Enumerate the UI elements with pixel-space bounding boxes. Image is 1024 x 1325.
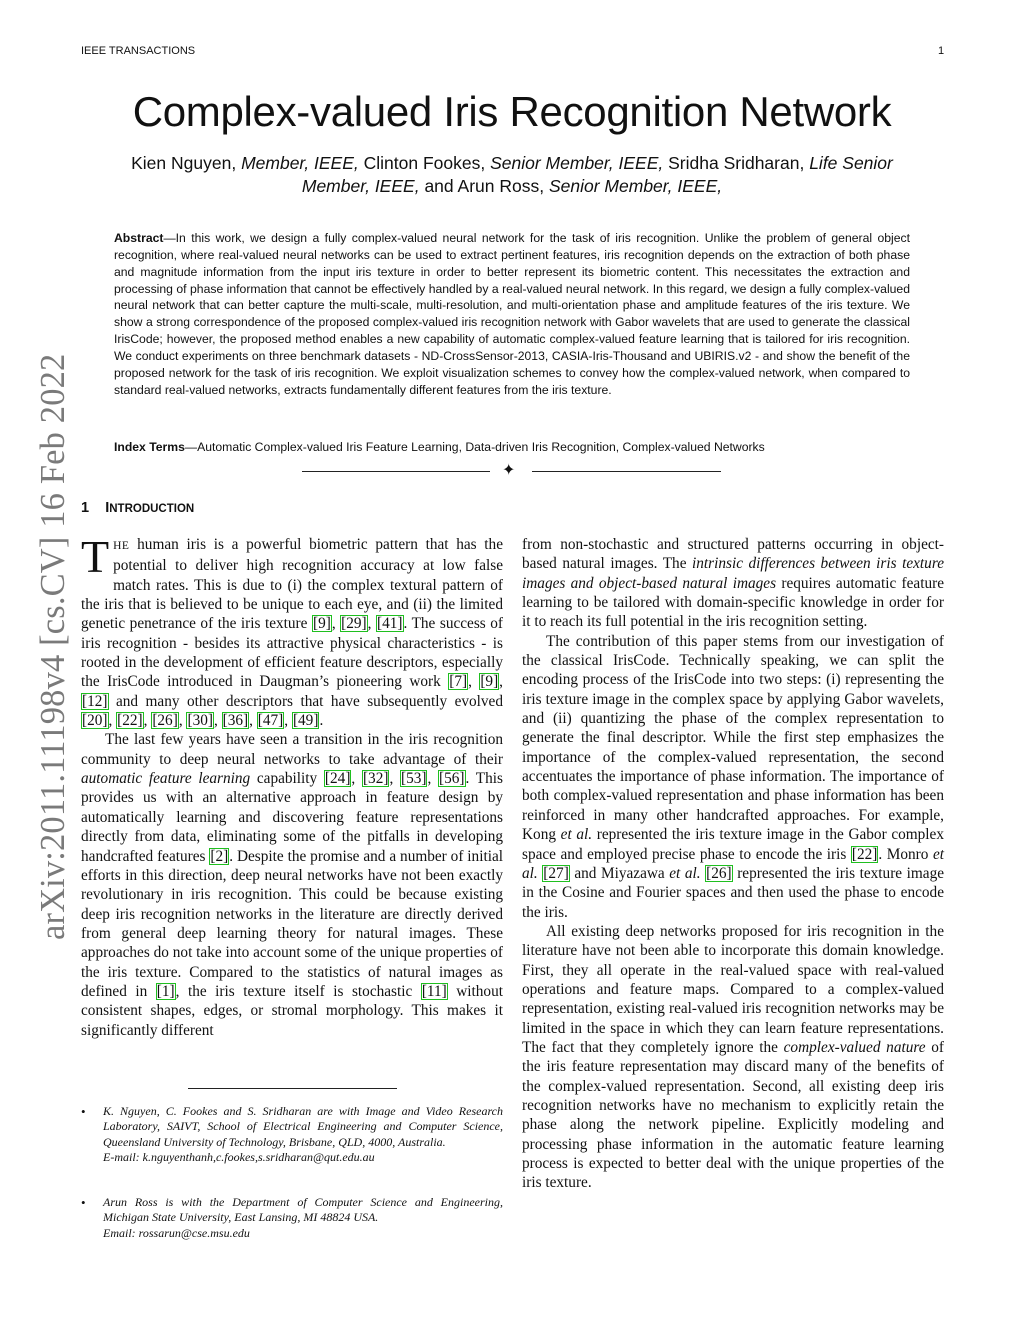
footnote-email: Email: rossarun@cse.msu.edu (103, 1225, 250, 1240)
text-run: , (178, 712, 187, 730)
page-number: 1 (938, 45, 945, 57)
text-run: of the iris feature representation may discard many of the benefits of the complex-valued representation. Second, all existing deep iris recognition networks have no mechanism to explicitly retain the phase along the network pipeline. Explicitly modeling and processing phase information in the automatic feature learning process is expected to better deal with the unique properties of the iris texture. (522, 1038, 944, 1192)
text-run: and many other descriptors that have subsequently evolved (108, 692, 503, 710)
citation-link[interactable]: [2] (210, 847, 229, 865)
text-run: represented the iris texture image in the Gabor complex space and employed precise phase to encode the iris (522, 826, 944, 863)
author-role: Senior Member, IEEE, (548, 176, 723, 196)
text-run: , (284, 712, 292, 730)
citation-link[interactable]: [26] (706, 864, 732, 882)
bullet-icon: • (81, 1195, 86, 1210)
footnote-affiliation-qut (81, 1104, 503, 1166)
text-run: , (499, 673, 503, 691)
text-run: , the iris texture itself is stochastic (175, 982, 421, 1000)
author-connector: and (424, 176, 454, 196)
author-list (110, 152, 914, 198)
footnote-text: K. Nguyen, C. Fookes and S. Sridharan are with Image and Video Research Laboratory, SAIVT, School of Electrical Engineering and Computer Science, Queensland University of Technology, Brisbane, QLD, 4000, Australia. (103, 1104, 503, 1149)
abstract (114, 230, 910, 398)
text-run: represented the iris texture image in the Cosine and Fourier spaces and then used the phase to encode the iris. (522, 864, 945, 921)
text-run: . Monro (878, 845, 933, 863)
drop-cap: T (81, 531, 110, 582)
separator-diamond-icon: ✦ (502, 462, 516, 479)
text-run: from non-stochastic and structured patterns occurring in object-based natural images. The (522, 536, 944, 573)
author-role: Senior Member, IEEE, (490, 153, 664, 173)
text-run: . (319, 712, 324, 730)
citation-link[interactable]: [47] (257, 712, 284, 730)
footnote-email: E-mail: k.nguyenthanh,c.fookes,s.sridharan@qut.edu.au (103, 1150, 375, 1165)
emphasis: et al. (560, 826, 593, 844)
citation-link[interactable]: [56] (439, 770, 465, 788)
emphasis: intrinsic differences between iris texture images and object-based natural images (522, 555, 944, 592)
citation-link[interactable]: [41] (377, 615, 403, 633)
citation-link[interactable]: [36] (222, 712, 249, 730)
text-run: , (249, 712, 257, 730)
citation-link[interactable]: [9] (312, 615, 331, 633)
right-column (522, 535, 944, 1193)
paragraph-3 (522, 535, 944, 632)
paragraph-4 (522, 632, 944, 922)
author-name: Clinton Fookes, (363, 153, 486, 173)
text-run: , (108, 712, 117, 730)
separator-rule-left (302, 471, 490, 472)
text-run: , (351, 770, 362, 788)
text-run: requires automatic feature learning to be tailored with domain-specific knowledge in order for it to reach its full potential in the iris recognition setting. (522, 574, 944, 631)
citation-link[interactable]: [12] (82, 692, 108, 710)
bullet-icon: • (81, 1104, 86, 1119)
text-run: , (213, 712, 222, 730)
citation-link[interactable]: [26] (152, 712, 178, 730)
index-terms (114, 439, 910, 455)
emphasis: complex-valued nature (783, 1038, 926, 1056)
author-role: Member, IEEE, (241, 153, 359, 173)
abstract-text: —In this work, we design a fully complex-valued neural network for the task of iris recognition. Unlike the problem of general object recognition, where real-valued neural networks can be used to extract pertinent features, iris recognition depends on the extraction of both phase and magnitude information from the input iris texture in order to better represent its biometric content. This necessitates the extraction and processing of phase information that cannot be effectively handled by a real-valued neural network. In this regard, we design a fully complex-valued neural network that can better capture the multi-scale, multi-resolution, and multi-orientation phase and amplitude features of the iris texture. We show a strong correspondence of the proposed complex-valued iris recognition network with Gabor wavelets that are used to generate the classical IrisCode; however, the proposed method enables a new capability of automatic complex-valued feature learning that is tailored for iris recognition. We conduct experiments on three benchmark datasets - ND-CrossSensor-2013, CASIA-Iris-Thousand and UBIRIS.v2 - and show the benefit of the proposed network for the task of iris recognition. We exploit visualization schemes to convey how the complex-valued network, when compared to standard real-valued networks, extracts fundamentally different features from the iris texture. (114, 231, 910, 397)
author-name: Arun Ross, (457, 176, 545, 196)
text-run: and Miyazawa (569, 864, 670, 882)
running-head: IEEE TRANSACTIONS (81, 45, 196, 57)
author-name: Sridha Sridharan, (668, 153, 805, 173)
paragraph-1 (81, 531, 504, 730)
paragraph-2 (81, 730, 503, 1040)
citation-link[interactable]: [24] (324, 770, 351, 788)
index-terms-text: —Automatic Complex-valued Iris Feature Learning, Data-driven Iris Recognition, Complex-valued Networks (184, 440, 765, 454)
citation-link[interactable]: [22] (117, 712, 143, 730)
citation-link[interactable]: [29] (341, 615, 367, 633)
text-run: . Despite the promise and a number of initial efforts in this direction, deep neural networks have not been exactly revolutionary in iris recognition. This could be because existing deep iris recognition networks in the literature are directly derived from general deep learning theory for natural images. These approaches do not take into account some of the unique properties of the iris texture. Compared to the statistics of natural images as defined in (81, 847, 503, 1000)
text-run: , (468, 673, 480, 691)
text-run: The contribution of this paper stems from our investigation of the classical IrisCode. Technically speaking, we can split the encoding process of the IrisCode into two steps: (i) representing the iris texture image in the complex space by applying Gabor wavelets, and (ii) quantizing the phase of the complex representation to generate the final descriptor. While the first step emphasizes the importance of the complex-valued representation, the second accentuates the importance of phase information. The importance of both complex-valued representation and phase information has been reinforced in many other handcrafted approaches. For example, Kong (522, 632, 944, 844)
citation-link[interactable]: [9] (480, 673, 499, 691)
left-column (81, 531, 504, 1040)
text-run: . The success of iris recognition - besides its attractive physical characteristics - is rooted in the development of efficient feature descriptors, especially the IrisCode introduced in Daugman’s pioneering work (81, 615, 504, 691)
emphasis: automatic feature learning (81, 770, 251, 788)
section-heading (81, 500, 194, 516)
section-title-rest: NTRODUCTION (109, 503, 195, 515)
index-terms-label: Index Terms (114, 440, 185, 454)
paper-title: Complex-valued Iris Recognition Network (132, 88, 892, 135)
abstract-label: Abstract (114, 231, 164, 245)
drop-cap-rest: HE (113, 540, 130, 552)
citation-link[interactable]: [53] (400, 770, 427, 788)
footnote-text: Arun Ross is with the Department of Computer Science and Engineering, Michigan State University, East Lansing, MI 48824 USA. (103, 1195, 503, 1225)
citation-link[interactable]: [30] (187, 712, 213, 730)
footnote-rule (188, 1088, 397, 1089)
citation-link[interactable]: [11] (421, 982, 447, 1000)
citation-link[interactable]: [22] (851, 845, 878, 863)
text-run: , (389, 770, 400, 788)
citation-link[interactable]: [20] (82, 712, 108, 730)
paragraph-5 (522, 922, 944, 1193)
citation-link[interactable]: [32] (362, 770, 389, 788)
text-run: . This provides us with an alternative approach in feature design by automatically learning and discovering feature representations directly from data, eliminating some of the pitfalls in developing handcrafted features (81, 770, 503, 865)
citation-link[interactable]: [1] (156, 982, 175, 1000)
author-name: Kien Nguyen, (131, 153, 237, 173)
text-run: , (331, 615, 341, 633)
section-initial: I (105, 500, 110, 516)
emphasis: et al. (669, 864, 701, 882)
emphasis: et al. (522, 845, 944, 882)
separator-rule-right (532, 471, 721, 472)
arxiv-identifier-stamp: arXiv:2011.11198v4 [cs.CV] 16 Feb 2022 (34, 353, 72, 940)
text-run: All existing deep networks proposed for iris recognition in the literature have not been able to incorporate this domain knowledge. First, they all operate in the real-valued space with real-valued operations and feature maps. Compared to a complex-valued representation, existing real-valued iris recognition networks may be limited in the space in which they can learn feature representations. The fact that they completely ignore the (522, 922, 944, 1056)
citation-link[interactable]: [27] (543, 864, 569, 882)
text-run: capability (250, 770, 324, 788)
footnote-affiliation-msu (81, 1195, 503, 1241)
text-run: human iris is a powerful biometric pattern that has the potential to deliver high recognition accuracy at low false match rates. This is due to (i) the complex textural pattern of the iris that is believed to be unique to each eye, and (ii) the limited genetic penetrance of the iris texture (81, 536, 503, 633)
text-run: , (367, 615, 376, 633)
section-number: 1 (81, 500, 90, 516)
text-run: without consistent shapes, edges, or stromal morphology. This makes it significantly different (81, 982, 503, 1039)
text-run: , (143, 712, 152, 730)
citation-link[interactable]: [7] (449, 673, 468, 691)
citation-link[interactable]: [49] (292, 712, 319, 730)
text-run: , (427, 770, 439, 788)
author-role: Life Senior Member, IEEE, (301, 153, 893, 196)
text-run: The last few years have seen a transition in the iris recognition community to deep neural networks to take advantage of their (81, 731, 503, 768)
